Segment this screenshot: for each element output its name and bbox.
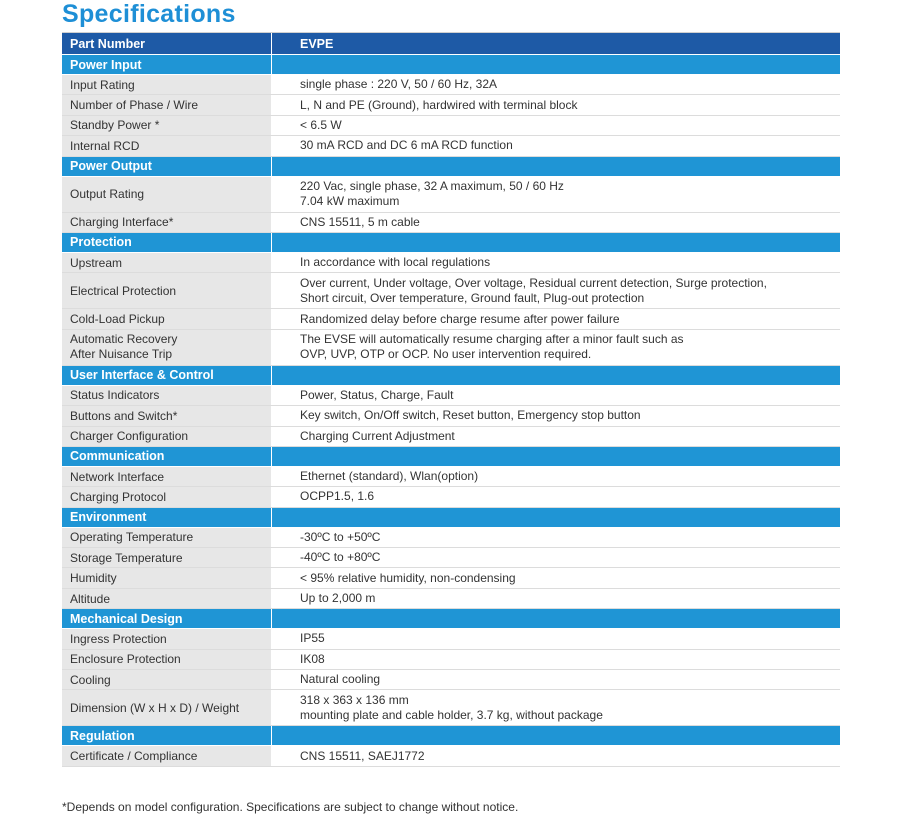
spec-value xyxy=(272,273,840,308)
spec-value xyxy=(272,670,840,689)
section-title: Regulation xyxy=(62,726,272,745)
spec-value xyxy=(272,213,840,232)
spec-value xyxy=(272,75,840,94)
spec-value-line: The EVSE will automatically resume charging after a minor fault such as xyxy=(300,332,684,347)
spec-value-line: Key switch, On/Off switch, Reset button, Emergency stop button xyxy=(300,408,641,423)
page-title: Specifications xyxy=(62,0,236,28)
section-header-regulation xyxy=(62,726,840,746)
spec-value-line: 318 x 363 x 136 mm xyxy=(300,692,409,707)
spec-label: Certificate / Compliance xyxy=(62,746,272,765)
section-fill xyxy=(272,609,840,628)
spec-label: Humidity xyxy=(62,568,272,587)
spec-row xyxy=(62,213,840,233)
spec-row xyxy=(62,487,840,507)
spec-row xyxy=(62,273,840,309)
spec-label: Charging Interface* xyxy=(62,213,272,232)
spec-label: Altitude xyxy=(62,589,272,608)
section-fill xyxy=(272,157,840,176)
section-title: Communication xyxy=(62,447,272,466)
spec-value xyxy=(272,589,840,608)
spec-value xyxy=(272,528,840,547)
spec-label xyxy=(62,330,272,365)
spec-value xyxy=(272,95,840,114)
spec-value-line: OVP, UVP, OTP or OCP. No user intervention required. xyxy=(300,347,592,362)
spec-row xyxy=(62,670,840,690)
spec-label: Dimension (W x H x D) / Weight xyxy=(62,690,272,725)
spec-row xyxy=(62,253,840,273)
spec-label: Charging Protocol xyxy=(62,487,272,506)
spec-value-line: 7.04 kW maximum xyxy=(300,194,400,209)
section-fill xyxy=(272,366,840,385)
spec-row xyxy=(62,75,840,95)
spec-label-line: After Nuisance Trip xyxy=(70,347,173,362)
spec-value-line: In accordance with local regulations xyxy=(300,255,491,270)
spec-value-line: -40ºC to +80ºC xyxy=(300,550,381,565)
spec-value-line: CNS 15511, SAEJ1772 xyxy=(300,748,425,763)
spec-row xyxy=(62,746,840,766)
spec-value-line: Power, Status, Charge, Fault xyxy=(300,387,454,402)
section-header-communication xyxy=(62,447,840,467)
table-header-row xyxy=(62,33,840,55)
spec-label: Status Indicators xyxy=(62,386,272,405)
spec-row xyxy=(62,629,840,649)
spec-label: Ingress Protection xyxy=(62,629,272,648)
spec-value-line: < 6.5 W xyxy=(300,117,342,132)
spec-value-line: Natural cooling xyxy=(300,672,381,687)
spec-value-line: IP55 xyxy=(300,631,325,646)
section-fill xyxy=(272,508,840,527)
section-header-mechanical-design xyxy=(62,609,840,629)
spec-value xyxy=(272,177,840,212)
section-title: Environment xyxy=(62,508,272,527)
spec-value-line: Randomized delay before charge resume after power failure xyxy=(300,311,620,326)
header-value: EVPE xyxy=(300,36,334,51)
spec-row xyxy=(62,467,840,487)
spec-label: Storage Temperature xyxy=(62,548,272,567)
spec-value xyxy=(272,427,840,446)
spec-row xyxy=(62,690,840,726)
spec-value-line: Short circuit, Over temperature, Ground fault, Plug-out protection xyxy=(300,290,645,305)
spec-value-line: Ethernet (standard), Wlan(option) xyxy=(300,469,479,484)
spec-label: Cooling xyxy=(62,670,272,689)
section-header-environment xyxy=(62,508,840,528)
spec-row xyxy=(62,528,840,548)
section-fill xyxy=(272,55,840,74)
spec-row xyxy=(62,136,840,156)
header-label: Part Number xyxy=(62,33,272,54)
spec-label: Cold-Load Pickup xyxy=(62,309,272,328)
spec-value-line: single phase : 220 V, 50 / 60 Hz, 32A xyxy=(300,77,498,92)
spec-row xyxy=(62,589,840,609)
spec-value-line: L, N and PE (Ground), hardwired with terminal block xyxy=(300,97,578,112)
spec-label: Charger Configuration xyxy=(62,427,272,446)
spec-value xyxy=(272,116,840,135)
spec-value xyxy=(272,136,840,155)
section-title: User Interface & Control xyxy=(62,366,272,385)
spec-value xyxy=(272,629,840,648)
spec-row xyxy=(62,650,840,670)
spec-value xyxy=(272,568,840,587)
spec-row xyxy=(62,95,840,115)
section-header-user-interface-control xyxy=(62,366,840,386)
spec-value xyxy=(272,650,840,669)
spec-label: Operating Temperature xyxy=(62,528,272,547)
spec-value-line: -30ºC to +50ºC xyxy=(300,529,381,544)
spec-value xyxy=(272,467,840,486)
spec-row xyxy=(62,406,840,426)
spec-row xyxy=(62,568,840,588)
spec-label: Network Interface xyxy=(62,467,272,486)
spec-row xyxy=(62,427,840,447)
spec-value xyxy=(272,690,840,725)
spec-value-line: CNS 15511, 5 m cable xyxy=(300,214,420,229)
spec-value-line: OCPP1.5, 1.6 xyxy=(300,489,375,504)
footnote: *Depends on model configuration. Specifications are subject to change without notice. xyxy=(62,800,519,814)
section-fill xyxy=(272,726,840,745)
spec-row xyxy=(62,116,840,136)
spec-label: Internal RCD xyxy=(62,136,272,155)
spec-value-line: Over current, Under voltage, Over voltage, Residual current detection, Surge protection, xyxy=(300,275,767,290)
spec-value xyxy=(272,406,840,425)
spec-row xyxy=(62,177,840,213)
spec-value-line: < 95% relative humidity, non-condensing xyxy=(300,570,516,585)
spec-label: Output Rating xyxy=(62,177,272,212)
spec-value-line: 30 mA RCD and DC 6 mA RCD function xyxy=(300,138,513,153)
section-title: Power Output xyxy=(62,157,272,176)
section-title: Protection xyxy=(62,233,272,252)
spec-label-line: Automatic Recovery xyxy=(70,332,178,347)
spec-value xyxy=(272,548,840,567)
spec-row xyxy=(62,548,840,568)
section-fill xyxy=(272,447,840,466)
section-fill xyxy=(272,233,840,252)
section-header-power-input xyxy=(62,55,840,75)
spec-value xyxy=(272,386,840,405)
spec-label: Buttons and Switch* xyxy=(62,406,272,425)
spec-label: Enclosure Protection xyxy=(62,650,272,669)
section-title: Power Input xyxy=(62,55,272,74)
spec-label: Input Rating xyxy=(62,75,272,94)
spec-row xyxy=(62,330,840,366)
spec-label: Standby Power * xyxy=(62,116,272,135)
spec-value xyxy=(272,309,840,328)
spec-value xyxy=(272,253,840,272)
spec-value-line: mounting plate and cable holder, 3.7 kg, without package xyxy=(300,707,603,722)
spec-value-line: Up to 2,000 m xyxy=(300,591,376,606)
spec-row xyxy=(62,386,840,406)
spec-row xyxy=(62,309,840,329)
spec-table xyxy=(62,32,840,767)
section-title: Mechanical Design xyxy=(62,609,272,628)
spec-value-line: 220 Vac, single phase, 32 A maximum, 50 / 60 Hz xyxy=(300,179,564,194)
section-header-power-output xyxy=(62,157,840,177)
spec-label: Upstream xyxy=(62,253,272,272)
spec-value xyxy=(272,746,840,765)
section-header-protection xyxy=(62,233,840,253)
spec-value-line: Charging Current Adjustment xyxy=(300,428,455,443)
spec-value xyxy=(272,330,840,365)
spec-value xyxy=(272,487,840,506)
spec-label: Number of Phase / Wire xyxy=(62,95,272,114)
spec-label: Electrical Protection xyxy=(62,273,272,308)
spec-value-line: IK08 xyxy=(300,651,325,666)
